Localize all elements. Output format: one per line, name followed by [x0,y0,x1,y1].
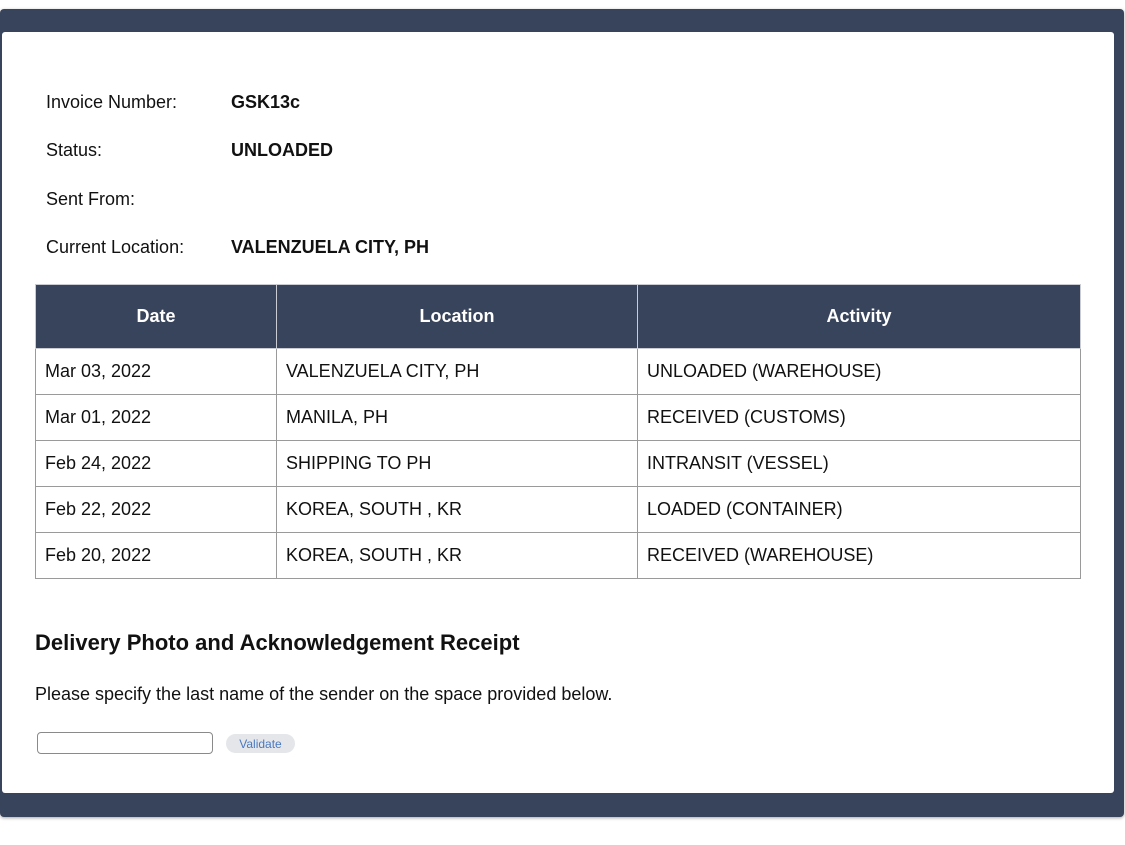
sent-from-label: Sent From: [46,188,136,209]
status-label: Status: [46,139,103,160]
sender-last-name-input[interactable] [37,732,213,754]
activity-cell: INTRANSIT (VESSEL) [638,441,1081,487]
activity-cell: RECEIVED (CUSTOMS) [638,395,1081,441]
location-cell: MANILA, PH [277,395,638,441]
location-column-header: Location [277,285,638,349]
table-row [36,349,1081,395]
location-cell: KOREA, SOUTH , KR [277,533,638,579]
current-location-label: Current Location: [46,236,185,257]
invoice-value: GSK13c [231,91,301,112]
location-cell: SHIPPING TO PH [277,441,638,487]
tracking-card [2,32,1114,793]
activity-cell: LOADED (CONTAINER) [638,487,1081,533]
sent-from-row [46,187,231,211]
location-cell: KOREA, SOUTH , KR [277,487,638,533]
delivery-instructions: Please specify the last name of the sender on the space provided below. [35,684,613,704]
tracking-table [35,284,1081,579]
location-cell: VALENZUELA CITY, PH [277,349,638,395]
table-row [36,441,1081,487]
current-location-row [46,235,429,259]
status-value: UNLOADED [231,139,333,160]
activity-cell: UNLOADED (WAREHOUSE) [638,349,1081,395]
activity-cell: RECEIVED (WAREHOUSE) [638,533,1081,579]
date-cell: Mar 01, 2022 [36,395,277,441]
table-row [36,395,1081,441]
date-cell: Feb 22, 2022 [36,487,277,533]
invoice-row [46,90,300,114]
page-frame [0,9,1124,817]
invoice-label: Invoice Number: [46,91,178,112]
activity-column-header: Activity [638,285,1081,349]
table-row [36,533,1081,579]
table-header-row [36,285,1081,349]
date-column-header: Date [36,285,277,349]
table-row [36,487,1081,533]
status-row [46,138,333,162]
date-cell: Mar 03, 2022 [36,349,277,395]
date-cell: Feb 24, 2022 [36,441,277,487]
validate-button[interactable]: Validate [226,734,295,753]
current-location-value: VALENZUELA CITY, PH [231,236,430,257]
delivery-section-title: Delivery Photo and Acknowledgement Receipt [35,630,520,655]
date-cell: Feb 20, 2022 [36,533,277,579]
